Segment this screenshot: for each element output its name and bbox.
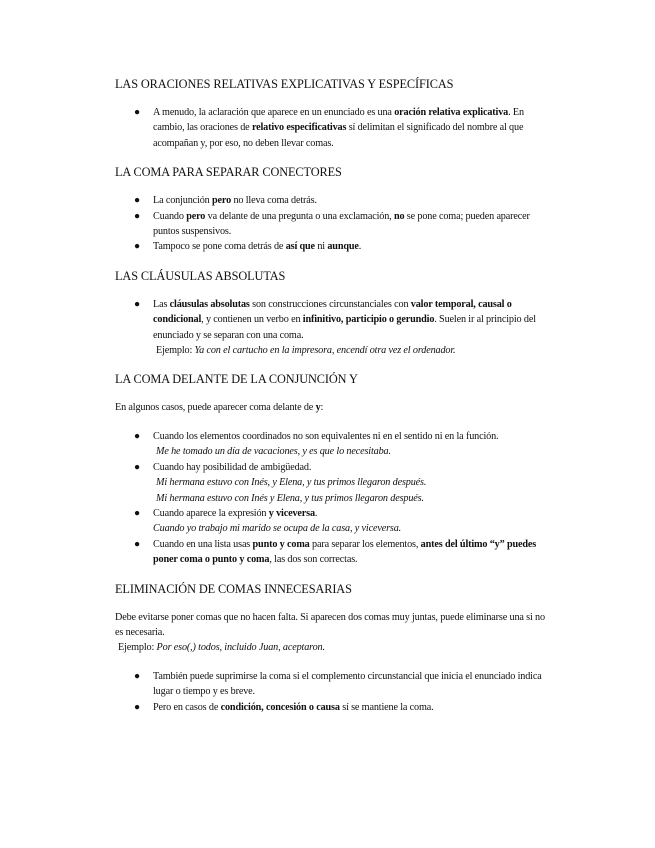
text-run: sí delimitan el significado del nombre al que acompañan y, por eso, no deben llevar comas. [153,122,524,149]
example-text: Mi hermana estuvo con Inés, y Elena, y tus primos llegaron después. [156,477,427,489]
bold-term: valor temporal, causal o condicional [153,298,512,326]
text-run: También puede suprimirse la coma si el complemento circunstancial que inicia el enunciado indica lugar o tiempo y es breve. [153,670,542,698]
bold-term: punto y coma [252,538,310,550]
document-body [115,76,545,715]
text-run: En algunos casos, puede aparecer coma delante de [115,402,316,414]
list-item [115,460,545,506]
bullet-icon: ● [134,210,141,222]
bullet-icon: ● [134,507,141,519]
bold-term: relativo especificativas [251,122,347,134]
bold-term: así que [285,241,315,253]
bold-term: aunque [327,241,359,253]
list-item [115,209,545,240]
section-heading: LAS ORACIONES RELATIVAS EXPLICATIVAS Y ESPECÍFICAS [115,77,454,91]
text-run: Pero en casos de [153,701,221,713]
bullet-icon: ● [134,107,141,118]
example-text: Por eso(,) todos, incluido Juan, aceptaron. [156,642,325,654]
text-run: Cuando aparece la expresión [153,507,269,519]
bold-term: y [315,402,321,414]
text-run: para separar los elementos, [309,538,421,550]
list-item [115,669,545,700]
text-run: , y contienen un verbo en [201,314,303,326]
text-run: La conjunción [153,195,213,207]
text-run: . [314,507,318,519]
bullet-list [115,105,545,151]
bold-term: y viceversa [268,507,315,519]
bullet-icon: ● [134,298,141,310]
section-heading: LA COMA PARA SEPARAR CONECTORES [115,165,342,180]
list-item [115,506,545,537]
section-heading: LAS CLÁUSULAS ABSOLUTAS [115,268,286,283]
text-run: son construcciones circunstanciales con [249,298,411,310]
text-run: . En cambio, las oraciones de [153,107,524,134]
text-run: Cuando en una lista usas [153,538,253,550]
example-label: Ejemplo: [156,345,195,357]
list-item [115,429,545,460]
bold-term: pero [212,195,232,207]
example-text: Ya con el cartucho en la impresora, encendí otra vez el ordenador. [194,345,456,357]
bullet-icon: ● [134,241,141,253]
text-run: . Suelen ir al principio del enunciado y se separan con una coma. [153,314,536,341]
bold-term: infinitivo, participio o gerundio [302,314,435,326]
text-run: sí se mantiene la coma. [339,701,434,713]
bullet-icon: ● [134,538,141,550]
section-heading: LA COMA DELANTE DE LA CONJUNCIÓN Y [115,372,358,387]
list-item [115,700,545,715]
section-intro [115,400,545,415]
text-run: : [320,402,324,414]
list-item [115,193,545,208]
text-run: . [358,241,362,253]
text-run: Las [153,298,170,310]
section-intro [115,610,545,641]
bullet-list [115,193,545,255]
section-heading: ELIMINACIÓN DE COMAS INNECESARIAS [115,581,352,596]
bold-term: no [393,210,405,222]
list-item [115,537,545,568]
bold-term: condición, concesión o causa [220,701,340,713]
example-label: Ejemplo: [118,642,157,654]
bullet-list [115,297,545,359]
bold-term: cláusulas absolutas [169,298,250,310]
text-run: Tampoco se pone coma detrás de [153,241,286,253]
list-item [115,105,545,151]
bullet-icon: ● [134,461,141,473]
example-text: Cuando yo trabajo mi marido se ocupa de la casa, y viceversa. [153,523,402,535]
bullet-list [115,669,545,715]
text-run: , las dos son correctas. [269,554,358,566]
bullet-list [115,429,545,568]
example-text: Mi hermana estuvo con Inés y Elena, y tus primos llegaron después. [156,492,424,504]
text-run: se pone coma; pueden aparecer puntos suspensivos. [153,210,530,238]
text-run: no lleva coma detrás. [231,195,317,207]
example-text: Me he tomado un día de vacaciones, y es que lo necesitaba. [156,446,391,458]
list-item [115,297,545,359]
text-run: Cuando [153,210,187,222]
text-run: va delante de una pregunta o una exclamación, [205,210,394,222]
bullet-icon: ● [134,701,141,713]
example-line [115,640,545,655]
bullet-icon: ● [134,430,141,442]
example-line [153,343,545,358]
text-run: A menudo, la aclaración que aparece en un enunciado es una [153,107,395,118]
text-run: Cuando los elementos coordinados no son equivalentes ni en el sentido ni en la función. [153,430,499,442]
bold-term: antes del último “y” puedes poner coma o punto y coma [153,538,537,566]
bullet-icon: ● [134,670,141,682]
bullet-icon: ● [134,195,141,207]
bold-term: oración relativa explicativa [394,107,509,118]
text-run: Debe evitarse poner comas que no hacen falta. Si aparecen dos comas muy juntas, puede eliminarse una si no es necesaria. [115,611,545,638]
text-run: Cuando hay posibilidad de ambigüedad. [153,461,312,473]
bold-term: pero [186,210,206,222]
text-run: ni [314,241,328,253]
list-item [115,239,545,254]
